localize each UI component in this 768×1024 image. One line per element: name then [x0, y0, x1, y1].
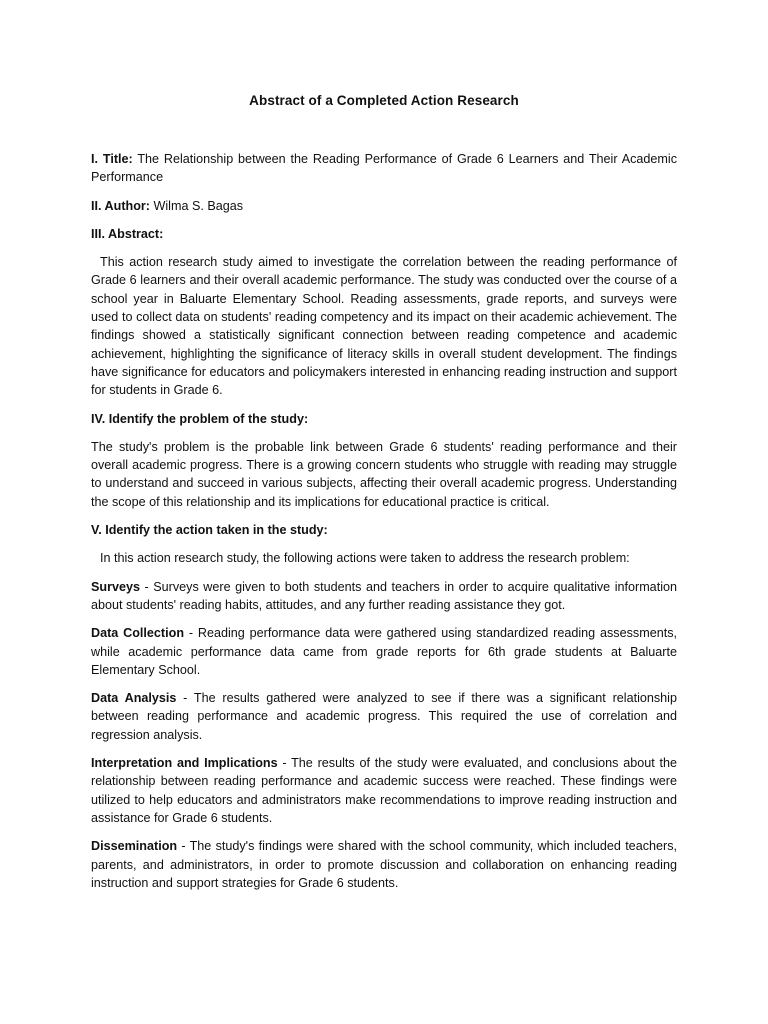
problem-label: IV. Identify the problem of the study: [91, 411, 309, 426]
abstract-label: III. Abstract: [91, 226, 164, 241]
action-item-term: Data Analysis [91, 691, 177, 706]
abstract-paragraph: This action research study aimed to investigate the correlation between the reading performance of Grade 6 learners and their overall academic performance. The study was conducted over the course of a school year in Baluarte Elementary School. Reading assessments, grade reports, and surveys were used to collect data on students' reading competency and its impact on their academic achievement. The findings showed a statistically significant connection between reading competence and academic achievement, highlighting the significance of literacy skills in overall student development. The findings have significance for educators and policymakers interested in enhancing reading instruction and support for students in Grade 6. [91, 255, 677, 398]
author-label: II. Author: [91, 198, 150, 213]
action-item-text: - Reading performance data were gathered using standardized reading assessments, while academic performance data came from grade reports for 6th grade students at Baluarte Elementary School. [91, 626, 677, 677]
action-item-term: Dissemination [91, 839, 178, 854]
title-label: I. Title: [91, 152, 133, 166]
action-label: V. Identify the action taken in the study: [91, 523, 328, 538]
action-item-dissemination [91, 837, 677, 892]
action-heading [91, 521, 677, 539]
action-item-interpretation [91, 754, 677, 827]
problem-paragraph: The study's problem is the probable link between Grade 6 students' reading performance and their overall academic progress. There is a growing concern students who struggle with reading may struggle to understand and succeed in various subjects, affecting their overall academic progress. Understanding the scope of this relationship and its implications for educational practice is critical. [91, 439, 677, 509]
abstract-heading [91, 225, 677, 243]
action-item-text: - The results of the study were evaluated, and conclusions about the relationship between reading performance and academic success were reached. These findings were utilized to help educators and administrators make recommendations to improve reading instruction and assistance for Grade 6 students. [91, 756, 678, 825]
title-text: The Relationship between the Reading Performance of Grade 6 Learners and Their Academic Performance [91, 152, 677, 185]
action-item-text: - The results gathered were analyzed to see if there was a significant relationship between reading performance and academic progress. This required the use of correlation and regression analysis. [91, 691, 677, 742]
document-body [91, 150, 677, 902]
action-item-text: - The study's findings were shared with the school community, which included teachers, parents, and administrators, in order to promote discussion and collaboration on enhancing reading instruction and support strategies for Grade 6 students. [91, 839, 677, 890]
problem-heading [91, 410, 677, 428]
title-section [91, 150, 677, 187]
author-section [91, 197, 677, 215]
action-item-data-collection [91, 624, 677, 679]
author-text: Wilma S. Bagas [153, 198, 244, 213]
document-title: Abstract of a Completed Action Research [249, 93, 519, 108]
action-item-data-analysis [91, 689, 677, 744]
action-intro: In this action research study, the following actions were taken to address the research problem: [100, 551, 630, 566]
action-item-term: Data Collection [91, 626, 185, 641]
action-item-term: Surveys [91, 579, 141, 594]
action-item-term: Interpretation and Implications [91, 756, 278, 771]
action-item-text: - Surveys were given to both students and teachers in order to acquire qualitative information about students' reading habits, attitudes, and any further reading assistance they got. [91, 579, 677, 612]
action-item-surveys [91, 578, 677, 615]
